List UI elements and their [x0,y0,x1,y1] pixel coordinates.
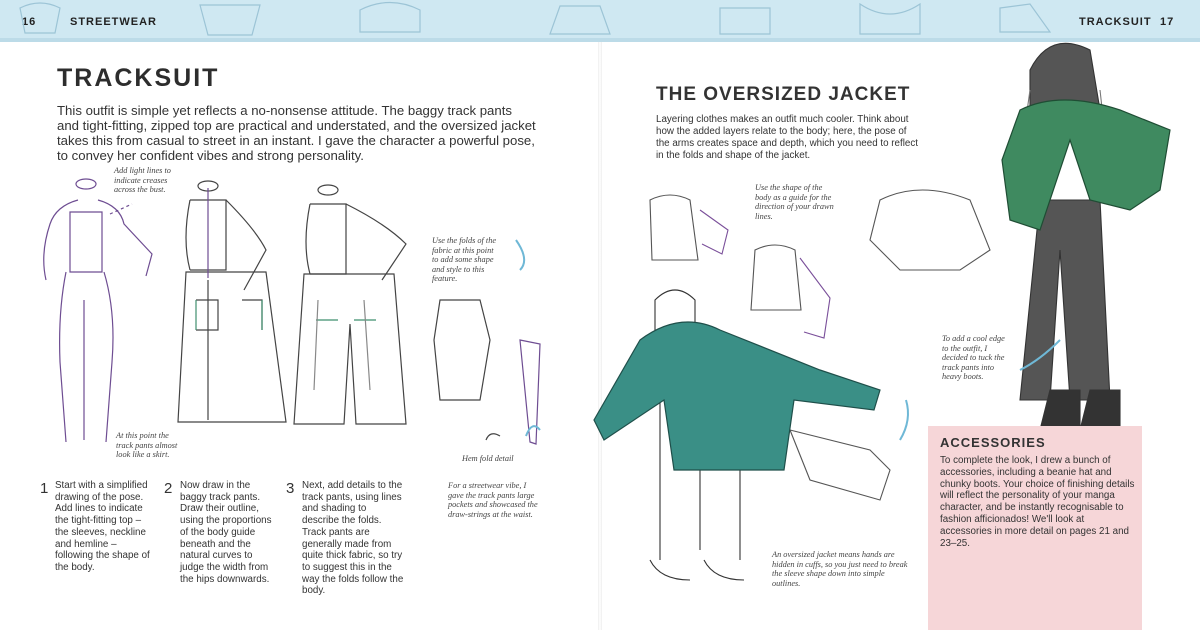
figure-step1 [44,179,152,442]
accessories-title: ACCESSORIES [940,435,1046,450]
note-streetwear: For a streetwear vibe, I gave the track pants large pockets and showcased the draw-strings at the waist. [448,481,538,519]
note-folds: Use the folds of the fabric at this point to add some shape and style to this feature. [432,236,497,283]
page-number-right: 17 [1160,16,1175,28]
figure-step3 [294,185,406,424]
step-2-text: Now draw in the baggy track pants. Draw their outline, using the proportions of the body guide beneath and the natural curves to judge the width from the hips downwards. [180,480,272,585]
tracksuit-intro: This outfit is simple yet reflects a no-nonsense attitude. The baggy track pants and tight-fitting, zipped top are practical and understated, and the oversized jacket takes this from casual to street in an instant. I gave the character a powerful pose, to convey her confident vibes and strong personality. [57,103,536,163]
oversized-jacket-intro: Layering clothes makes an outfit much cooler. Think about how the added layers relate to the body; here, the pose of the arms creates space and depth, which you need to reflect in the folds and shape of the jacket. [656,114,918,161]
page-title-tracksuit: TRACKSUIT [57,64,220,92]
note-creases: Add light lines to indicate creases across the bust. [114,166,171,194]
note-cuffs: An oversized jacket means hands are hidden in cuffs, so you just need to break the sleeve shape down into simple outlines. [772,550,908,588]
section-title-oversized-jacket: THE OVERSIZED JACKET [656,84,911,105]
note-skirt: At this point the track pants almost look like a skirt. [116,431,178,459]
green-jacket-male [594,322,880,470]
note-boots: To add a cool edge to the outfit, I decided to tuck the track pants into heavy boots. [942,334,1005,381]
figure-step2 [178,181,286,422]
accessories-text: To complete the look, I drew a bunch of accessories, including a beanie hat and chunky boots. Your choice of finishing details will reflect the personality of your manga character, and be instantly recognisable to fashion afficionados! We'll look at accessories in more detail on pages 21 and 23–25. [940,455,1135,549]
section-label-right: TRACKSUIT [1079,16,1152,28]
note-body-guide: Use the shape of the body as a guide for the direction of your drawn lines. [755,183,834,221]
step-2-number: 2 [164,480,173,497]
step-1-text: Start with a simplified drawing of the pose. Add lines to indicate the tight-fitting top – the sleeves, neckline and hemline – following the shape of the body. [55,480,150,573]
step-1-number: 1 [40,480,49,497]
section-label-left: STREETWEAR [70,16,157,28]
step-3-number: 3 [286,480,295,497]
note-hem: Hem fold detail [462,454,514,463]
step-3-text: Next, add details to the track pants, using lines and shading to describe the folds. Track pants are generally made from quite thick fabric, so try to suggest this in the way the folds follow the body. [302,480,404,597]
header-doodles [20,3,1050,36]
page-number-left: 16 [22,16,37,28]
